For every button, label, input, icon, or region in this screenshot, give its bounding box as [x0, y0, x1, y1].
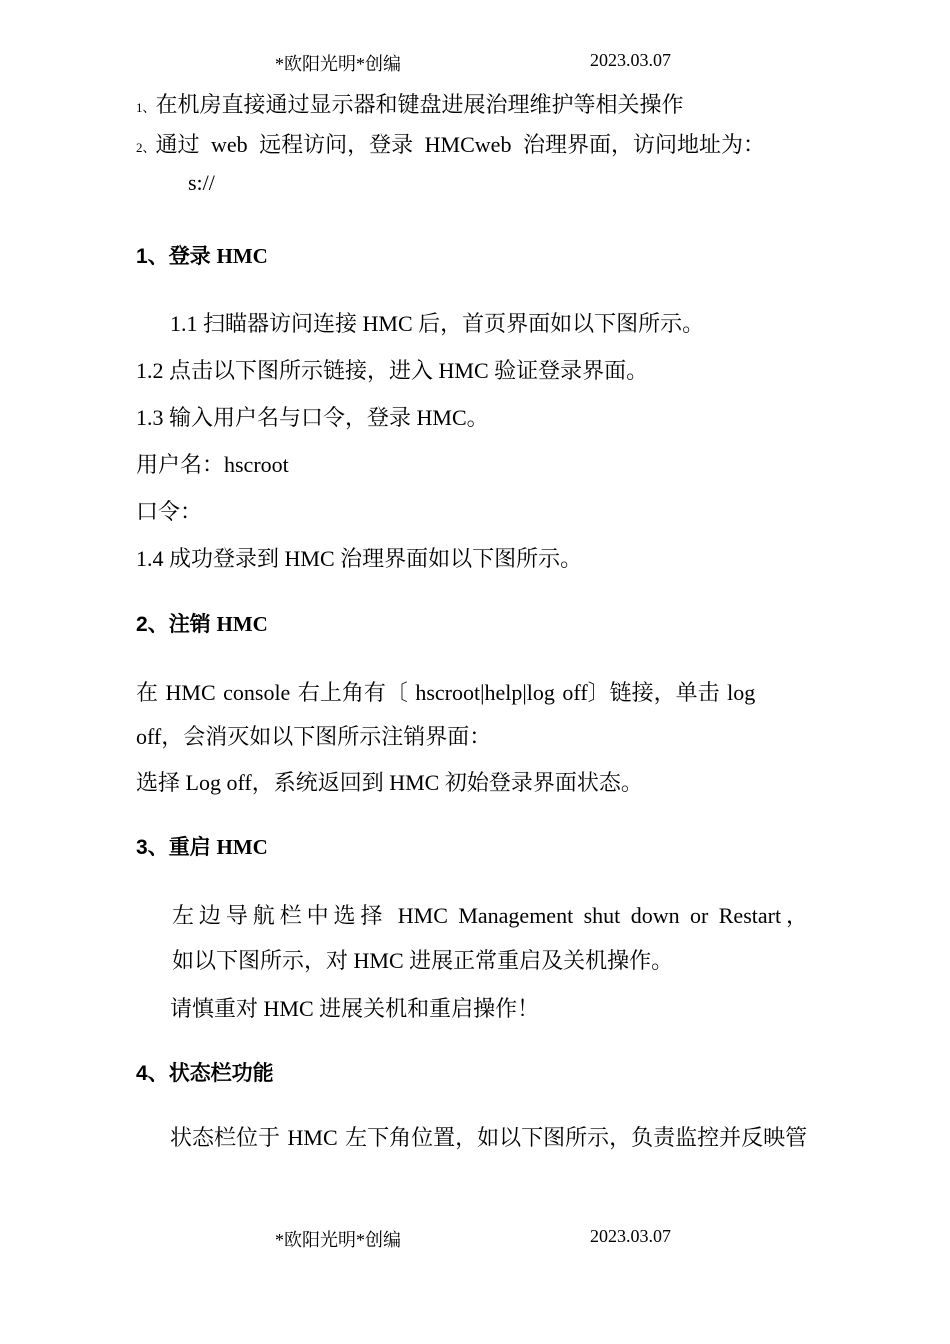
section-title: 登录	[168, 245, 211, 268]
section-title: 状态栏功能	[168, 1062, 274, 1085]
section-title-en: HMC	[216, 835, 268, 859]
intro-item-2	[136, 128, 765, 159]
section-heading-2	[136, 608, 268, 638]
section-heading-3	[136, 831, 268, 861]
section-1-line-1: 1.1 扫瞄器访问连接 HMC 后，首页界面如以下图所示。	[170, 311, 705, 336]
section-3-line-3: 请慎重对 HMC 进展关机和重启操作！	[170, 996, 540, 1021]
intro-item-text: 在机房直接通过显示器和键盘进展治理维护等相关操作	[155, 92, 684, 117]
header-author: *欧阳光明*创编	[275, 54, 401, 74]
section-3-line-1: 左边导航栏中选择 HMC Management shut down or Restart，	[172, 903, 808, 928]
section-2-line-3: 选择 Log off，系统返回到 HMC 初始登录界面状态。	[136, 770, 643, 795]
section-heading-4	[136, 1057, 274, 1087]
intro-item-1	[136, 88, 684, 119]
section-2-line-1: 在 HMC console 右上角有〔 hscroot|help|log off〕链接，单击 log	[136, 680, 756, 705]
footer-date: 2023.03.07	[590, 1226, 671, 1246]
section-number: 2、	[136, 613, 169, 636]
section-1-line-4: 用户名：hscroot	[136, 452, 289, 477]
section-1-line-3: 1.3 输入用户名与口令，登录 HMC。	[136, 405, 489, 430]
section-3-line-2: 如以下图所示，对 HMC 进展正常重启及关机操作。	[172, 948, 674, 973]
intro-item-number: 1、	[136, 100, 156, 115]
section-1-line-2: 1.2 点击以下图所示链接，进入 HMC 验证登录界面。	[136, 358, 649, 383]
intro-item-number: 2、	[136, 140, 156, 155]
section-title: 注销	[168, 613, 211, 636]
footer-author: *欧阳光明*创编	[275, 1230, 401, 1250]
section-number: 1、	[136, 245, 169, 268]
section-number: 3、	[136, 836, 169, 859]
section-4-line-1: 状态栏位于 HMC 左下角位置，如以下图所示，负责监控并反映管	[170, 1125, 808, 1150]
section-2-line-2: off，会消灭如以下图所示注销界面：	[136, 724, 492, 749]
intro-item-2-url: s://	[188, 170, 215, 195]
section-1-line-5: 口令：	[136, 499, 203, 524]
section-title-en: HMC	[216, 612, 268, 636]
section-heading-1	[136, 240, 268, 270]
section-number: 4、	[136, 1062, 169, 1085]
section-title: 重启	[168, 836, 211, 859]
header-date: 2023.03.07	[590, 50, 671, 70]
section-title-en: HMC	[216, 244, 268, 268]
intro-item-text: 通过 web 远程访问，登录 HMCweb 治理界面，访问地址为：	[155, 132, 765, 157]
section-1-line-6: 1.4 成功登录到 HMC 治理界面如以下图所示。	[136, 546, 583, 571]
